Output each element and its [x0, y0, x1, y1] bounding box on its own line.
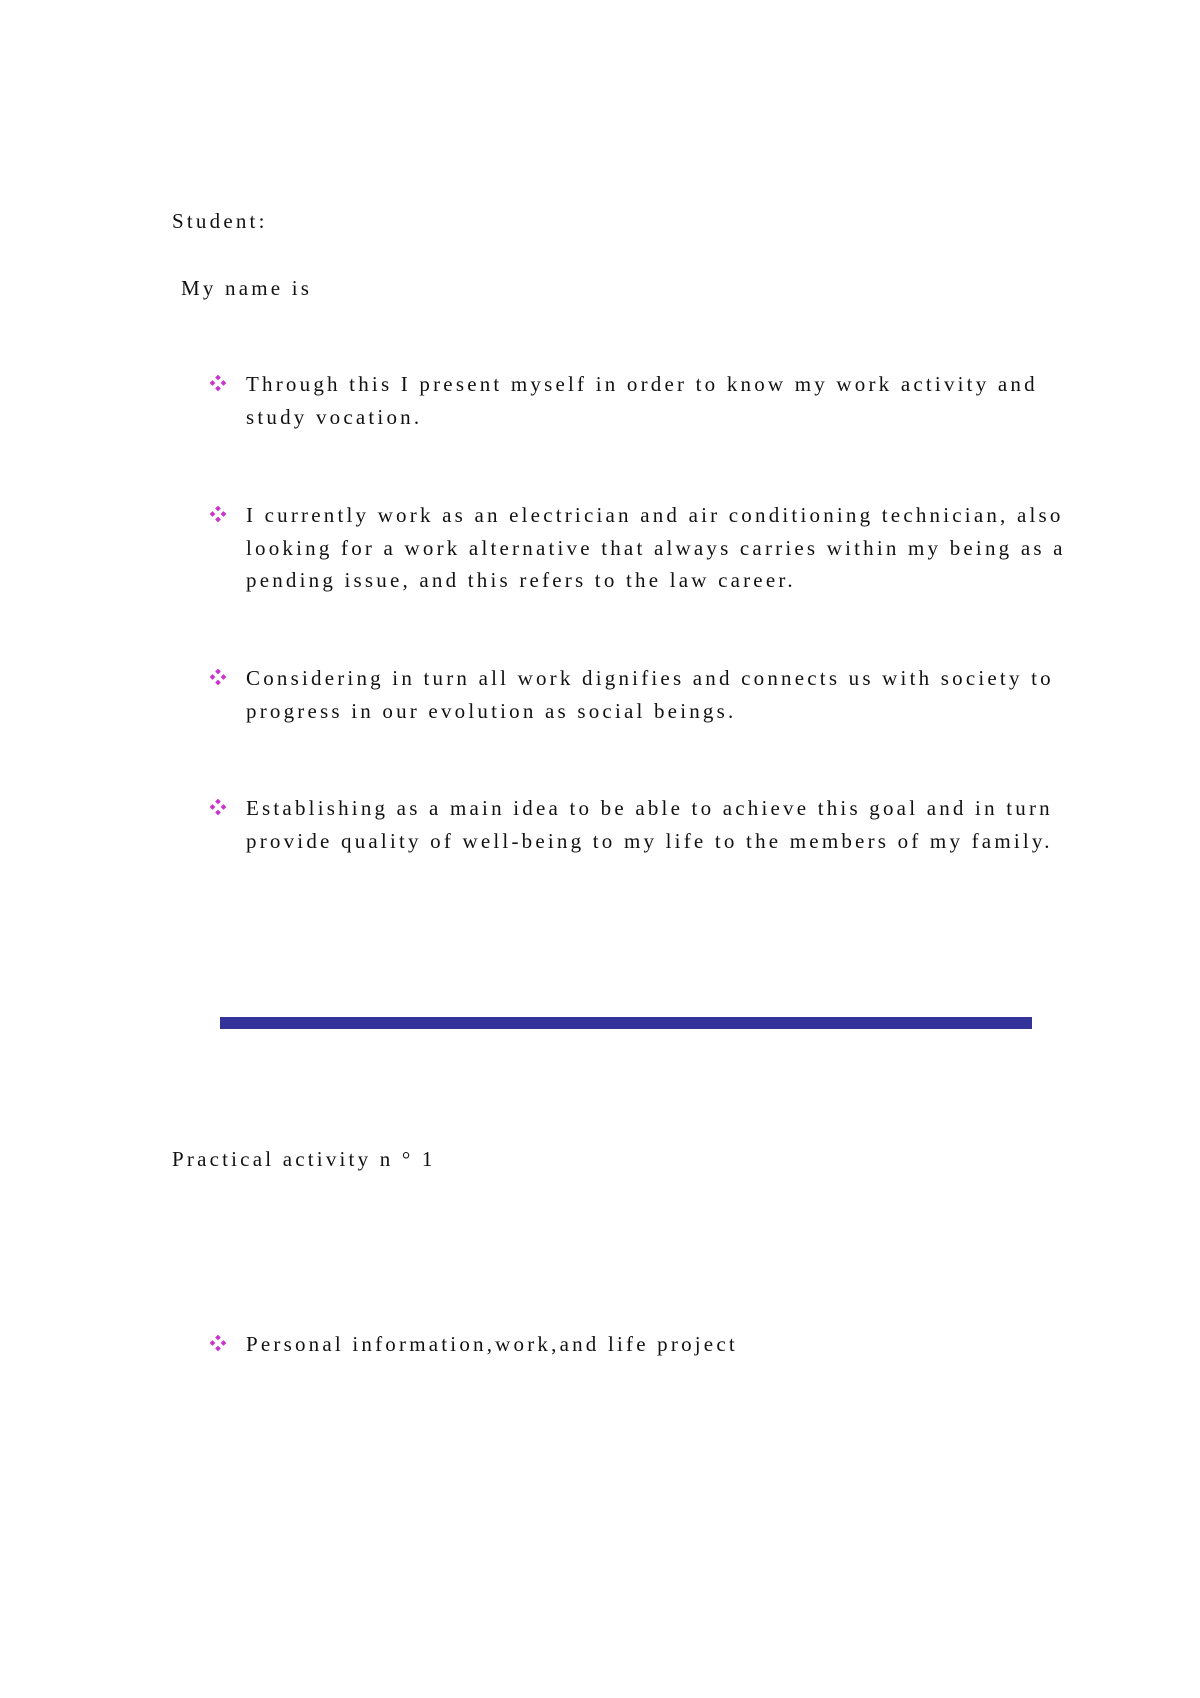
bullet-text-4: Establishing as a main idea to be able to achieve this goal and in turn provide quality of well-being to my life to the members of my family. — [246, 796, 1053, 853]
bullet-item-1 — [210, 368, 1090, 438]
bullet-text-2: I currently work as an electrician and air conditioning technician, also looking for a work alternative that always carries within my being as a pending issue, and this refers to the law career. — [246, 503, 1066, 592]
diamond-bullet-icon — [210, 669, 226, 685]
bullet-item-4 — [210, 792, 1090, 892]
section-divider — [220, 1017, 1032, 1029]
name-line: My name is — [181, 276, 313, 300]
bullet-text-3: Considering in turn all work dignifies and connects us with society to progress in our evolution as social beings. — [246, 666, 1054, 723]
diamond-bullet-icon — [210, 506, 226, 522]
diamond-bullet-icon — [210, 1335, 226, 1351]
activity-title: Practical activity n ° 1 — [172, 1147, 436, 1171]
bullet-item-3 — [210, 662, 1090, 732]
student-label: Student: — [172, 209, 268, 233]
activity-bullet-text: Personal information,work,and life project — [246, 1332, 738, 1356]
bullet-item-2 — [210, 499, 1090, 599]
diamond-bullet-icon — [210, 799, 226, 815]
activity-bullet-item — [210, 1328, 1090, 1368]
bullet-text-1: Through this I present myself in order to know my work activity and study vocation. — [246, 372, 1038, 429]
diamond-bullet-icon — [210, 375, 226, 391]
